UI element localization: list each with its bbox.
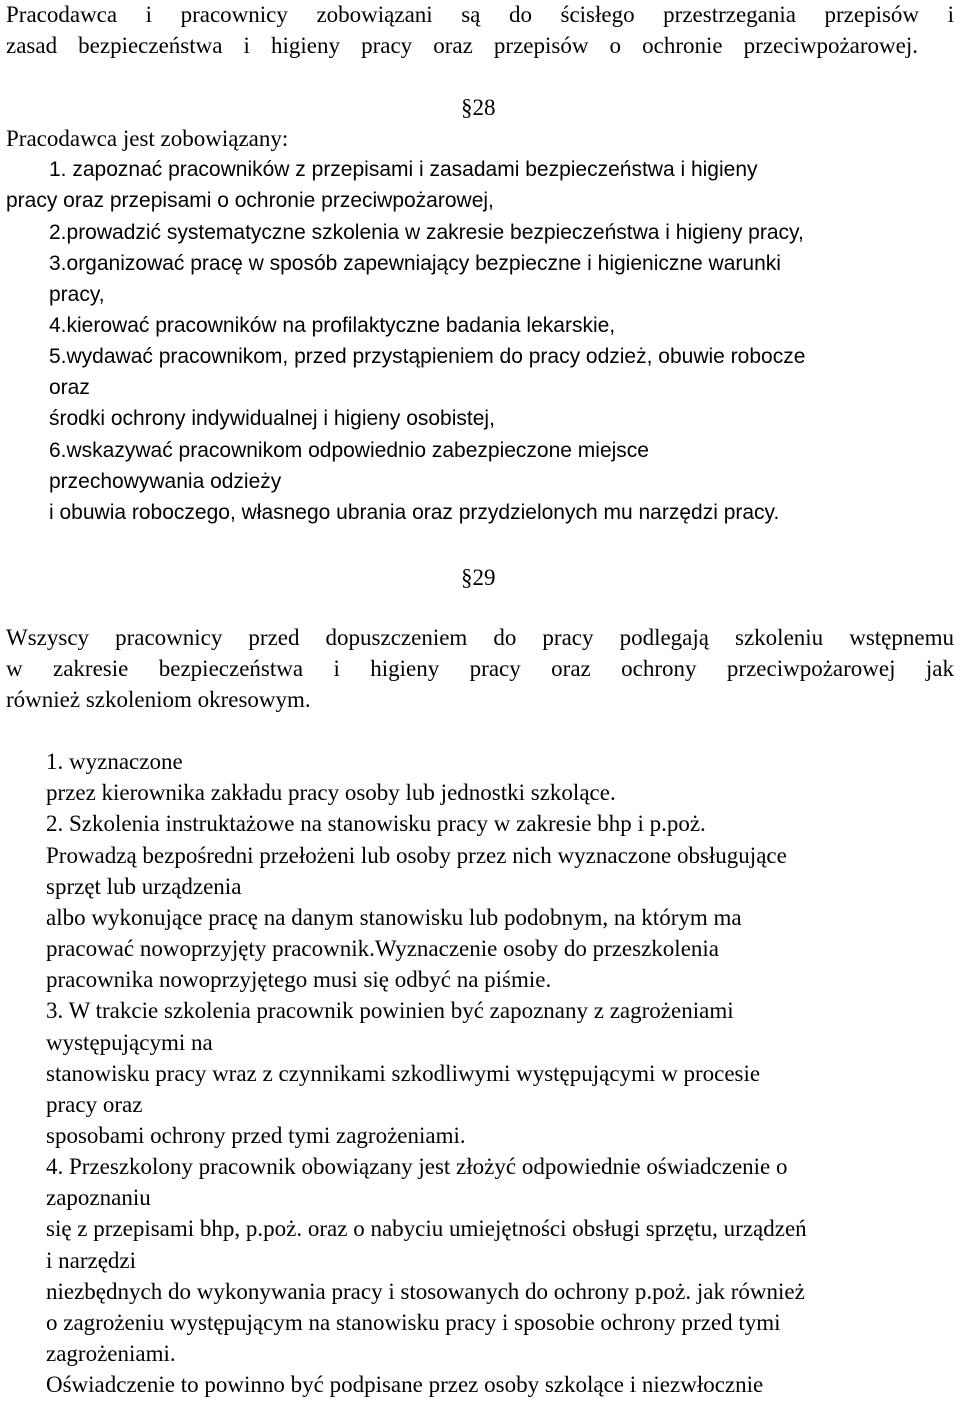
section-28-item-1-line-2: pracy oraz przepisami o ochronie przeciwpożarowej, — [6, 189, 494, 212]
section-29-item-1-line-1: 1. wyznaczone — [46, 749, 183, 774]
section-28-item-6-line-3: i obuwia roboczego, własnego ubrania oraz przydzielonych mu narzędzi pracy. — [49, 501, 780, 524]
section-28-item-3-line-2: pracy, — [49, 283, 105, 306]
section-28-heading: §28 — [461, 95, 496, 120]
section-28-item-5-line-1: 5.wydawać pracownikom, przed przystąpieniem do pracy odzież, obuwie robocze — [49, 345, 806, 368]
section-28-item-6-line-2: przechowywania odzieży — [49, 470, 282, 493]
section-29-item-2-line-4: albo wykonujące pracę na danym stanowisku lub podobnym, na którym ma — [46, 905, 742, 930]
section-28-item-3-line-1: 3.organizować pracę w sposób zapewniający bezpieczne i higieniczne warunki — [49, 252, 781, 275]
section-29-para-line-1: Wszyscy pracownicy przed dopuszczeniem do pracy podlegają szkoleniu wstępnemu — [6, 625, 954, 650]
section-28-lead: Pracodawca jest zobowiązany: — [6, 126, 289, 151]
section-29-item-2-line-3: sprzęt lub urządzenia — [46, 874, 242, 899]
section-29-item-4-line-2: zapoznaniu — [46, 1185, 151, 1210]
section-28-item-4: 4.kierować pracowników na profilaktyczne badania lekarskie, — [49, 314, 616, 337]
section-29-heading: §29 — [461, 565, 496, 590]
section-29-item-4-line-1: 4. Przeszkolony pracownik obowiązany jest złożyć odpowiednie oświadczenie o — [46, 1154, 788, 1179]
section-29-item-2-line-1: 2. Szkolenia instruktażowe na stanowisku pracy w zakresie bhp i p.poż. — [46, 811, 706, 836]
intro-line-1: Pracodawca i pracownicy zobowiązani są do ścisłego przestrzegania przepisów i — [6, 2, 954, 27]
section-29-item-3-line-1: 3. W trakcie szkolenia pracownik powinien być zapoznany z zagrożeniami — [46, 998, 734, 1023]
section-29-para-line-3: również szkoleniom okresowym. — [6, 687, 311, 712]
section-29-para-line-2: w zakresie bezpieczeństwa i higieny pracy oraz ochrony przeciwpożarowej jak — [6, 656, 954, 681]
section-29-item-3-line-2: występującymi na — [46, 1030, 213, 1055]
section-29-item-2-line-2: Prowadzą bezpośredni przełożeni lub osoby przez nich wyznaczone obsługujące — [46, 843, 787, 868]
section-29-item-3-line-3: stanowisku pracy wraz z czynnikami szkodliwymi występującymi w procesie — [46, 1061, 761, 1086]
section-29-item-4-line-8: Oświadczenie to powinno być podpisane przez osoby szkolące i niezwłocznie — [46, 1372, 764, 1397]
section-29-item-4-line-5: niezbędnych do wykonywania pracy i stosowanych do ochrony p.poż. jak również — [46, 1279, 805, 1304]
section-28-item-1-line-1: 1. zapoznać pracowników z przepisami i zasadami bezpieczeństwa i higieny — [49, 158, 758, 181]
section-28-item-5-line-3: środki ochrony indywidualnej i higieny osobistej, — [49, 407, 495, 430]
section-29-item-4-line-3: się z przepisami bhp, p.poż. oraz o nabyciu umiejętności obsługi sprzętu, urządzeń — [46, 1216, 807, 1241]
section-29-item-2-line-5: pracować nowoprzyjęty pracownik.Wyznaczenie osoby do przeszkolenia — [46, 936, 719, 961]
section-29-item-2-line-6: pracownika nowoprzyjętego musi się odbyć na piśmie. — [46, 967, 552, 992]
section-29-item-4-line-4: i narzędzi — [46, 1248, 137, 1273]
intro-line-2: zasad bezpieczeństwa i higieny pracy oraz przepisów o ochronie przeciwpożarowej. — [6, 33, 918, 58]
section-29-item-4-line-6: o zagrożeniu występującym na stanowisku pracy i sposobie ochrony przed tymi — [46, 1310, 781, 1335]
section-29-item-3-line-5: sposobami ochrony przed tymi zagrożeniami. — [46, 1123, 466, 1148]
section-29-item-3-line-4: pracy oraz — [46, 1092, 143, 1117]
section-28-item-2: 2.prowadzić systematyczne szkolenia w zakresie bezpieczeństwa i higieny pracy, — [49, 221, 804, 244]
section-29-item-4-line-7: zagrożeniami. — [46, 1341, 176, 1366]
section-29-item-1-line-2: przez kierownika zakładu pracy osoby lub jednostki szkolące. — [46, 780, 616, 805]
section-28-item-6-line-1: 6.wskazywać pracownikom odpowiednio zabezpieczone miejsce — [49, 439, 649, 462]
section-28-item-5-line-2: oraz — [49, 376, 90, 399]
